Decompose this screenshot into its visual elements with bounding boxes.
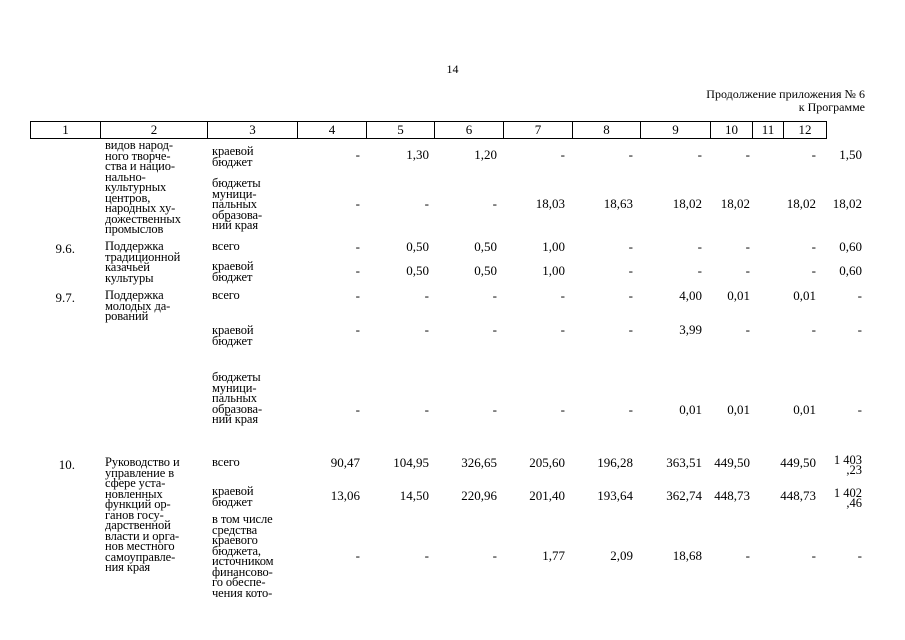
value-cell: 18,02 xyxy=(786,196,816,211)
row-name-line: Поддержка xyxy=(105,288,164,302)
column-header: 6 xyxy=(435,122,504,139)
row-name-line: ганов госу- xyxy=(105,507,164,522)
column-header: 1 xyxy=(31,122,101,139)
row-name-line: казачьей xyxy=(105,260,150,274)
value-cell: - xyxy=(560,147,565,162)
column-header: 9 xyxy=(641,122,711,139)
value-cell: - xyxy=(811,263,816,278)
value-cell: - xyxy=(857,288,862,303)
value-cell: 4,00 xyxy=(679,288,702,303)
value-cell: - xyxy=(628,322,633,337)
value-cell: 449,50 xyxy=(714,455,750,470)
value-cell: 1 402 xyxy=(833,486,862,500)
value-cell: ,46 xyxy=(846,496,862,510)
value-cell: - xyxy=(424,402,429,417)
funding-source-line: краевого xyxy=(212,533,258,547)
row-name-line: центров, xyxy=(105,190,151,205)
row-name-line: дожественных xyxy=(105,211,181,226)
row-name-line: нально- xyxy=(105,169,146,184)
value-cell: - xyxy=(560,322,565,337)
value-cell: 1,00 xyxy=(542,263,565,278)
funding-source-line: бюджета, xyxy=(212,543,261,558)
row-name-line: дарственной xyxy=(105,518,171,532)
value-cell: - xyxy=(745,263,750,278)
funding-source-line: бюджет xyxy=(212,269,253,284)
appendix-note xyxy=(706,88,865,114)
value-cell: 0,50 xyxy=(406,239,429,254)
appendix-note-line: к Программе xyxy=(798,100,865,114)
value-cell: 18,02 xyxy=(720,196,750,211)
value-cell: 18,02 xyxy=(832,196,862,211)
value-cell: - xyxy=(745,147,750,162)
value-cell: - xyxy=(492,402,497,417)
value-cell: 104,95 xyxy=(393,455,429,470)
row-number: 9.6. xyxy=(55,241,75,256)
value-cell: 1 403 xyxy=(833,453,862,467)
value-cell: - xyxy=(492,548,497,563)
row-name-line: ства и нацио- xyxy=(105,159,175,173)
funding-source-line: муници- xyxy=(212,380,257,395)
row-name-line: промыслов xyxy=(105,222,164,236)
value-cell: 1,77 xyxy=(542,548,565,563)
value-cell: 18,68 xyxy=(672,548,702,563)
value-cell: 0,01 xyxy=(727,288,750,303)
value-cell: 0,50 xyxy=(474,263,497,278)
value-cell: - xyxy=(811,548,816,563)
funding-source-line: средства xyxy=(212,522,258,537)
value-cell: 0,50 xyxy=(406,263,429,278)
funding-source-line: образова- xyxy=(212,401,263,416)
value-cell: 0,60 xyxy=(839,263,862,278)
value-cell: - xyxy=(355,402,360,417)
appendix-note-line: Продолжение приложения № 6 xyxy=(706,87,865,101)
row-name-line: сфере уста- xyxy=(105,476,166,490)
value-cell: - xyxy=(745,548,750,563)
funding-source-line: пальных xyxy=(212,391,257,405)
value-cell: 448,73 xyxy=(780,488,816,503)
value-cell: 90,47 xyxy=(330,455,360,470)
funding-source-line: муници- xyxy=(212,186,257,201)
funding-source-line: всего xyxy=(212,288,240,302)
value-cell: 1,50 xyxy=(839,147,862,162)
value-cell: - xyxy=(424,196,429,211)
value-cell: 362,74 xyxy=(666,488,702,503)
funding-source-line: краевой xyxy=(212,323,254,337)
value-cell: 448,73 xyxy=(714,488,750,503)
funding-source-line: краевой xyxy=(212,144,254,158)
row-name-line: традиционной xyxy=(105,249,181,264)
funding-source-line: го обеспе- xyxy=(212,575,266,589)
row-name-line: рований xyxy=(105,309,149,323)
funding-source-line: чения кото- xyxy=(212,585,273,600)
value-cell: - xyxy=(811,239,816,254)
value-cell: - xyxy=(745,239,750,254)
value-cell: 14,50 xyxy=(399,488,429,503)
value-cell: - xyxy=(697,263,702,278)
row-name-line: ного творче- xyxy=(105,148,171,163)
row-name-line: Руководство и xyxy=(105,455,180,469)
funding-source-line: источником xyxy=(212,554,274,568)
value-cell: - xyxy=(857,548,862,563)
row-name-line: новленных xyxy=(105,486,163,501)
funding-source-line: финансово- xyxy=(212,564,273,579)
funding-source-line: бюджеты xyxy=(212,176,261,190)
value-cell: - xyxy=(628,239,633,254)
row-name-line: самоуправле- xyxy=(105,549,176,564)
row-name-line: видов народ- xyxy=(105,138,173,152)
value-cell: 1,20 xyxy=(474,147,497,162)
funding-source-line: в том числе xyxy=(212,512,273,526)
value-cell: 0,01 xyxy=(793,402,816,417)
value-cell: 193,64 xyxy=(597,488,633,503)
value-cell: - xyxy=(628,263,633,278)
funding-source-line: пальных xyxy=(212,197,257,211)
column-header-row xyxy=(30,121,827,139)
row-name-line: культурных xyxy=(105,180,167,194)
funding-source-line: ний края xyxy=(212,218,259,232)
value-cell: - xyxy=(424,548,429,563)
value-cell: 205,60 xyxy=(529,455,565,470)
value-cell: - xyxy=(811,147,816,162)
row-name-line: Поддержка xyxy=(105,239,164,253)
value-cell: - xyxy=(355,548,360,563)
funding-source-line: образова- xyxy=(212,207,263,222)
value-cell: 0,01 xyxy=(679,402,702,417)
value-cell: - xyxy=(697,239,702,254)
value-cell: - xyxy=(355,263,360,278)
value-cell: 18,02 xyxy=(672,196,702,211)
funding-source-line: краевой xyxy=(212,484,254,498)
value-cell: 1,30 xyxy=(406,147,429,162)
value-cell: 449,50 xyxy=(780,455,816,470)
row-number: 10. xyxy=(58,457,75,472)
funding-source-line: всего xyxy=(212,455,240,469)
value-cell: - xyxy=(355,239,360,254)
value-cell: 220,96 xyxy=(461,488,497,503)
funding-source-line: всего xyxy=(212,239,240,253)
value-cell: 13,06 xyxy=(330,488,360,503)
funding-source-line: бюджет xyxy=(212,154,253,169)
value-cell: - xyxy=(560,402,565,417)
row-name-line: народных ху- xyxy=(105,201,176,215)
value-cell: - xyxy=(811,322,816,337)
value-cell: 201,40 xyxy=(529,488,565,503)
value-cell: 2,09 xyxy=(610,548,633,563)
value-cell: - xyxy=(628,402,633,417)
row-name-line: ния края xyxy=(105,560,151,574)
value-cell: - xyxy=(355,288,360,303)
column-header: 5 xyxy=(367,122,435,139)
value-cell: 0,01 xyxy=(793,288,816,303)
row-name-line: культуры xyxy=(105,270,154,285)
value-cell: - xyxy=(355,196,360,211)
value-cell: 18,03 xyxy=(535,196,565,211)
value-cell: 0,60 xyxy=(839,239,862,254)
funding-source-line: бюджет xyxy=(212,333,253,348)
column-header: 4 xyxy=(298,122,367,139)
column-header: 2 xyxy=(101,122,208,139)
funding-source-line: ний края xyxy=(212,412,259,426)
row-name-line: власти и орга- xyxy=(105,528,180,543)
value-cell: 0,50 xyxy=(474,239,497,254)
value-cell: - xyxy=(560,288,565,303)
value-cell: - xyxy=(745,322,750,337)
value-cell: 326,65 xyxy=(461,455,497,470)
column-header: 12 xyxy=(784,122,827,139)
column-header: 10 xyxy=(711,122,753,139)
funding-source-line: бюджет xyxy=(212,494,253,509)
value-cell: - xyxy=(424,322,429,337)
value-cell: - xyxy=(492,196,497,211)
column-header: 3 xyxy=(208,122,298,139)
value-cell: 18,63 xyxy=(603,196,633,211)
value-cell: - xyxy=(355,322,360,337)
value-cell: 196,28 xyxy=(597,455,633,470)
column-header: 8 xyxy=(573,122,641,139)
value-cell: - xyxy=(857,322,862,337)
value-cell: - xyxy=(628,147,633,162)
value-cell: - xyxy=(628,288,633,303)
row-name-line: управление в xyxy=(105,465,175,480)
funding-source-line: краевой xyxy=(212,259,254,273)
funding-source-line: бюджеты xyxy=(212,370,261,384)
value-cell: - xyxy=(697,147,702,162)
value-cell: - xyxy=(424,288,429,303)
row-name-line: молодых да- xyxy=(105,298,171,313)
value-cell: 1,00 xyxy=(542,239,565,254)
row-number: 9.7. xyxy=(55,290,75,305)
row-name-line: функций ор- xyxy=(105,497,171,511)
value-cell: 3,99 xyxy=(679,322,702,337)
column-header: 7 xyxy=(504,122,573,139)
value-cell: - xyxy=(492,322,497,337)
value-cell: - xyxy=(857,402,862,417)
column-header: 11 xyxy=(753,122,784,139)
row-name-line: нов местного xyxy=(105,539,175,553)
value-cell: ,23 xyxy=(846,463,862,477)
value-cell: 0,01 xyxy=(727,402,750,417)
value-cell: 363,51 xyxy=(666,455,702,470)
value-cell: - xyxy=(492,288,497,303)
value-cell: - xyxy=(355,147,360,162)
page-number: 14 xyxy=(446,62,459,76)
